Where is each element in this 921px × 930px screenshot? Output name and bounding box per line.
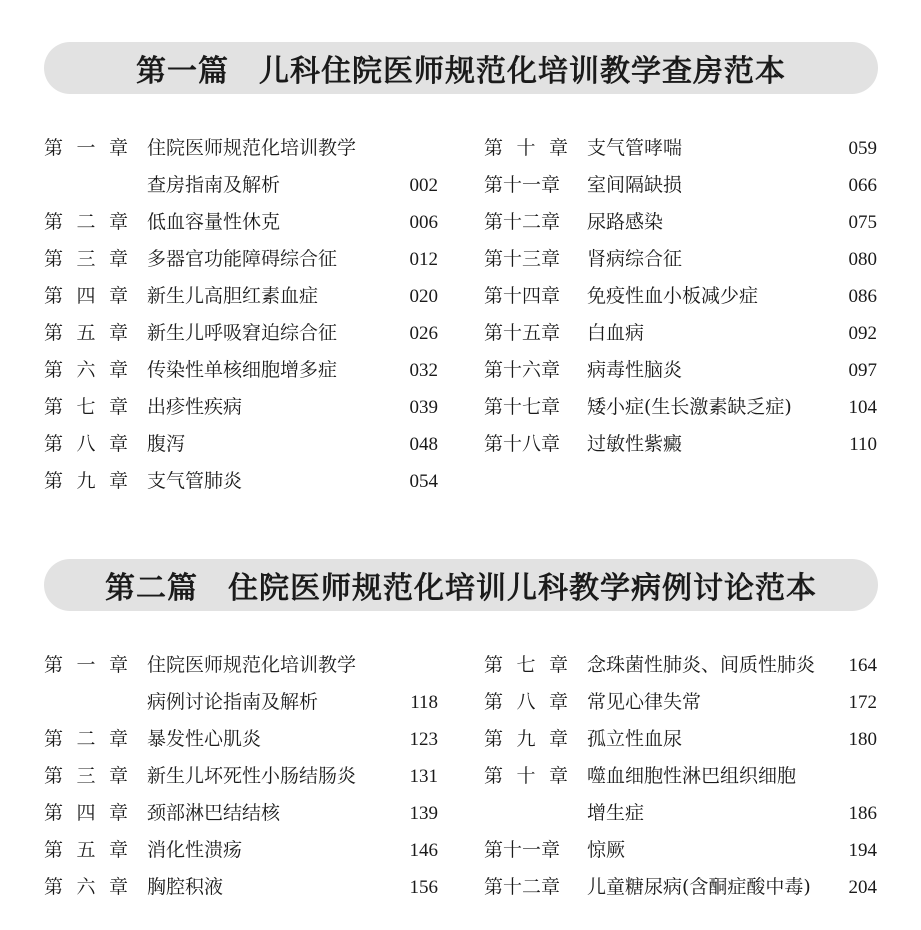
chapter-number xyxy=(44,204,128,241)
chapter-number xyxy=(44,647,128,684)
chapter-title: 住院医师规范化培训教学 xyxy=(147,654,357,676)
chapter-number-char: 章 xyxy=(108,359,128,381)
chapter-number-char: 第 xyxy=(44,876,64,898)
chapter-number-char: 第 xyxy=(44,359,64,381)
chapter-number-char: 第 xyxy=(484,691,504,713)
page-number: 066 xyxy=(848,175,877,196)
toc-entry xyxy=(484,758,877,795)
chapter-number-char: 第十一章 xyxy=(484,174,561,196)
chapter-number-char: 四 xyxy=(76,802,96,824)
chapter-number-char: 第 xyxy=(44,839,64,861)
chapter-title: 免疫性血小板减少症 xyxy=(587,285,759,307)
toc-entry xyxy=(44,721,438,758)
chapter-title: 病例讨论指南及解析 xyxy=(147,691,319,713)
toc-entry xyxy=(484,721,877,758)
toc-entry xyxy=(44,241,438,278)
chapter-number-char: 第十三章 xyxy=(484,248,561,270)
page-number: 164 xyxy=(848,655,877,676)
chapter-number xyxy=(44,389,128,426)
toc-entry xyxy=(484,130,877,167)
chapter-number xyxy=(44,721,128,758)
page-number: 097 xyxy=(848,360,877,381)
chapter-number-char: 章 xyxy=(108,728,128,750)
chapter-title: 低血容量性休克 xyxy=(147,211,281,233)
chapter-number xyxy=(44,315,128,352)
toc-entry xyxy=(484,684,877,721)
chapter-number xyxy=(484,758,568,795)
chapter-number-char: 章 xyxy=(108,285,128,307)
chapter-number-char: 十 xyxy=(516,765,536,787)
toc-entry xyxy=(44,463,438,500)
chapter-number xyxy=(44,795,128,832)
part-2-banner xyxy=(44,559,878,611)
chapter-number-char: 三 xyxy=(76,248,96,270)
toc-entry xyxy=(484,167,877,204)
toc-entry xyxy=(484,278,877,315)
page-number: 020 xyxy=(409,286,438,307)
toc-entry xyxy=(44,389,438,426)
page-number: 006 xyxy=(409,212,438,233)
part-2-title: 住院医师规范化培训儿科教学病例讨论范本 xyxy=(228,571,817,606)
chapter-number-char: 第 xyxy=(44,211,64,233)
toc-entry xyxy=(44,426,438,463)
page-number: 012 xyxy=(409,249,438,270)
toc-entry xyxy=(44,832,438,869)
page-number: 026 xyxy=(409,323,438,344)
chapter-title: 传染性单核细胞增多症 xyxy=(147,359,338,381)
chapter-number-char: 章 xyxy=(108,876,128,898)
chapter-title: 念珠菌性肺炎、间质性肺炎 xyxy=(587,654,816,676)
toc-entry xyxy=(44,869,438,906)
chapter-title: 新生儿坏死性小肠结肠炎 xyxy=(147,765,357,787)
chapter-number-char: 第 xyxy=(44,802,64,824)
page-number: 139 xyxy=(409,803,438,824)
chapter-title: 尿路感染 xyxy=(587,211,664,233)
chapter-title: 孤立性血尿 xyxy=(587,728,683,750)
chapter-number-char: 第 xyxy=(44,322,64,344)
chapter-number xyxy=(484,241,568,278)
chapter-number xyxy=(484,869,568,906)
page-number: 110 xyxy=(849,434,877,455)
page-number: 104 xyxy=(848,397,877,418)
chapter-number-char: 六 xyxy=(76,876,96,898)
chapter-number-char: 章 xyxy=(108,839,128,861)
chapter-title: 新生儿呼吸窘迫综合征 xyxy=(147,322,338,344)
chapter-number xyxy=(484,647,568,684)
chapter-number-char: 二 xyxy=(76,211,96,233)
page-number: 186 xyxy=(848,803,877,824)
chapter-number xyxy=(484,167,568,204)
chapter-number-char: 第 xyxy=(484,137,504,159)
page-number: 156 xyxy=(409,877,438,898)
chapter-number-char: 一 xyxy=(76,137,96,159)
toc-entry xyxy=(484,869,877,906)
part-1-right-column xyxy=(484,130,877,463)
chapter-title: 查房指南及解析 xyxy=(147,174,281,196)
chapter-number xyxy=(484,426,568,463)
chapter-title: 颈部淋巴结结核 xyxy=(147,802,281,824)
chapter-number-char: 第十六章 xyxy=(484,359,561,381)
part-1-left-column xyxy=(44,130,438,500)
chapter-number xyxy=(44,869,128,906)
chapter-number-char: 十 xyxy=(516,137,536,159)
chapter-number-char: 九 xyxy=(516,728,536,750)
chapter-title: 增生症 xyxy=(587,802,645,824)
page-number: 032 xyxy=(409,360,438,381)
chapter-title: 多器官功能障碍综合征 xyxy=(147,248,338,270)
chapter-number-char: 第 xyxy=(44,470,64,492)
chapter-title: 消化性溃疡 xyxy=(147,839,243,861)
chapter-number xyxy=(484,315,568,352)
chapter-number xyxy=(44,426,128,463)
chapter-number-char: 一 xyxy=(76,654,96,676)
chapter-number xyxy=(44,352,128,389)
part-2-right-column xyxy=(484,647,877,906)
chapter-number xyxy=(44,241,128,278)
page-number: 039 xyxy=(409,397,438,418)
toc-entry xyxy=(484,241,877,278)
chapter-title: 惊厥 xyxy=(587,839,626,861)
chapter-number-char: 章 xyxy=(108,248,128,270)
chapter-number-char: 五 xyxy=(76,322,96,344)
chapter-number-char: 章 xyxy=(108,433,128,455)
toc-entry xyxy=(484,426,877,463)
toc-entry xyxy=(44,795,438,832)
toc-entry xyxy=(484,315,877,352)
chapter-title: 新生儿高胆红素血症 xyxy=(147,285,319,307)
chapter-title: 胸腔积液 xyxy=(147,876,224,898)
chapter-number xyxy=(484,389,568,426)
chapter-number-char: 八 xyxy=(516,691,536,713)
part-1-banner xyxy=(44,42,878,94)
page-number: 092 xyxy=(848,323,877,344)
chapter-number-char: 章 xyxy=(548,765,568,787)
chapter-number xyxy=(484,721,568,758)
chapter-title: 噬血细胞性淋巴组织细胞 xyxy=(587,765,797,787)
chapter-title: 白血病 xyxy=(587,322,645,344)
chapter-number-char: 六 xyxy=(76,359,96,381)
chapter-title: 暴发性心肌炎 xyxy=(147,728,262,750)
chapter-title: 支气管肺炎 xyxy=(147,470,243,492)
toc-entry xyxy=(44,130,438,167)
chapter-number-char: 章 xyxy=(548,691,568,713)
chapter-number-char: 三 xyxy=(76,765,96,787)
chapter-number-char: 章 xyxy=(108,396,128,418)
chapter-number-char: 第十二章 xyxy=(484,211,561,233)
page-number: 180 xyxy=(848,729,877,750)
chapter-number-char: 第十二章 xyxy=(484,876,561,898)
chapter-number-char: 七 xyxy=(516,654,536,676)
chapter-number-char: 第十五章 xyxy=(484,322,561,344)
chapter-number xyxy=(44,130,128,167)
chapter-number-char: 第十四章 xyxy=(484,285,561,307)
chapter-number xyxy=(484,130,568,167)
chapter-number xyxy=(44,758,128,795)
chapter-title: 住院医师规范化培训教学 xyxy=(147,137,357,159)
page-number: 048 xyxy=(409,434,438,455)
chapter-number-char: 第 xyxy=(44,285,64,307)
chapter-title: 腹泻 xyxy=(147,433,186,455)
chapter-number-char: 第 xyxy=(44,137,64,159)
toc-entry xyxy=(44,647,438,684)
chapter-title: 病毒性脑炎 xyxy=(587,359,683,381)
page-number: 080 xyxy=(848,249,877,270)
chapter-number-char: 第 xyxy=(484,728,504,750)
chapter-number-char: 章 xyxy=(108,765,128,787)
chapter-number-char: 五 xyxy=(76,839,96,861)
toc-entry xyxy=(484,204,877,241)
toc-entry xyxy=(484,352,877,389)
toc-entry xyxy=(44,758,438,795)
chapter-title: 出疹性疾病 xyxy=(147,396,243,418)
toc-entry xyxy=(484,389,877,426)
toc-entry xyxy=(44,167,438,204)
chapter-number xyxy=(484,832,568,869)
chapter-number-char: 第 xyxy=(44,654,64,676)
chapter-number-char: 第 xyxy=(44,248,64,270)
chapter-number-char: 八 xyxy=(76,433,96,455)
toc-entry xyxy=(44,278,438,315)
page-number: 075 xyxy=(848,212,877,233)
chapter-number-char: 第 xyxy=(484,654,504,676)
chapter-number-char: 章 xyxy=(108,211,128,233)
chapter-number-char: 第十一章 xyxy=(484,839,561,861)
chapter-title: 儿童糖尿病(含酮症酸中毒) xyxy=(587,876,811,898)
chapter-number xyxy=(484,204,568,241)
chapter-number-char: 章 xyxy=(548,137,568,159)
chapter-number-char: 章 xyxy=(108,322,128,344)
chapter-number xyxy=(484,352,568,389)
page-number: 204 xyxy=(848,877,877,898)
page-number: 131 xyxy=(409,766,438,787)
page-number: 054 xyxy=(409,471,438,492)
page-number: 194 xyxy=(848,840,877,861)
chapter-number-char: 第 xyxy=(44,433,64,455)
chapter-title: 常见心律失常 xyxy=(587,691,702,713)
chapter-number-char: 章 xyxy=(548,728,568,750)
chapter-number xyxy=(484,684,568,721)
chapter-number xyxy=(44,463,128,500)
part-1-label: 第一篇 xyxy=(136,54,229,89)
toc-entry xyxy=(44,352,438,389)
chapter-number-char: 第十八章 xyxy=(484,433,561,455)
chapter-number-char: 四 xyxy=(76,285,96,307)
chapter-number xyxy=(484,278,568,315)
chapter-number-char: 第 xyxy=(44,765,64,787)
chapter-title: 室间隔缺损 xyxy=(587,174,683,196)
page-number: 086 xyxy=(848,286,877,307)
toc-entry xyxy=(484,795,877,832)
chapter-title: 过敏性紫癜 xyxy=(587,433,683,455)
chapter-number-char: 第十七章 xyxy=(484,396,561,418)
toc-entry xyxy=(484,832,877,869)
part-2-left-column xyxy=(44,647,438,906)
chapter-number-char: 章 xyxy=(108,802,128,824)
chapter-number-char: 九 xyxy=(76,470,96,492)
chapter-number-char: 第 xyxy=(484,765,504,787)
page-number: 172 xyxy=(848,692,877,713)
toc-entry xyxy=(44,204,438,241)
chapter-title: 肾病综合征 xyxy=(587,248,683,270)
toc-entry xyxy=(44,315,438,352)
chapter-title: 矮小症(生长激素缺乏症) xyxy=(587,396,792,418)
chapter-number-char: 第 xyxy=(44,396,64,418)
chapter-number-char: 章 xyxy=(108,654,128,676)
chapter-number-char: 章 xyxy=(108,137,128,159)
page-number: 059 xyxy=(848,138,877,159)
chapter-title: 支气管哮喘 xyxy=(587,137,683,159)
chapter-number-char: 二 xyxy=(76,728,96,750)
page-number: 118 xyxy=(410,692,438,713)
page-number: 146 xyxy=(409,840,438,861)
chapter-number-char: 第 xyxy=(44,728,64,750)
chapter-number xyxy=(44,832,128,869)
part-1-title: 儿科住院医师规范化培训教学查房范本 xyxy=(259,54,786,89)
chapter-number-char: 章 xyxy=(548,654,568,676)
toc-entry xyxy=(484,647,877,684)
chapter-number-char: 七 xyxy=(76,396,96,418)
page-number: 002 xyxy=(409,175,438,196)
part-2-label: 第二篇 xyxy=(105,571,198,606)
toc-entry xyxy=(44,684,438,721)
page-number: 123 xyxy=(409,729,438,750)
chapter-number-char: 章 xyxy=(108,470,128,492)
chapter-number xyxy=(44,278,128,315)
